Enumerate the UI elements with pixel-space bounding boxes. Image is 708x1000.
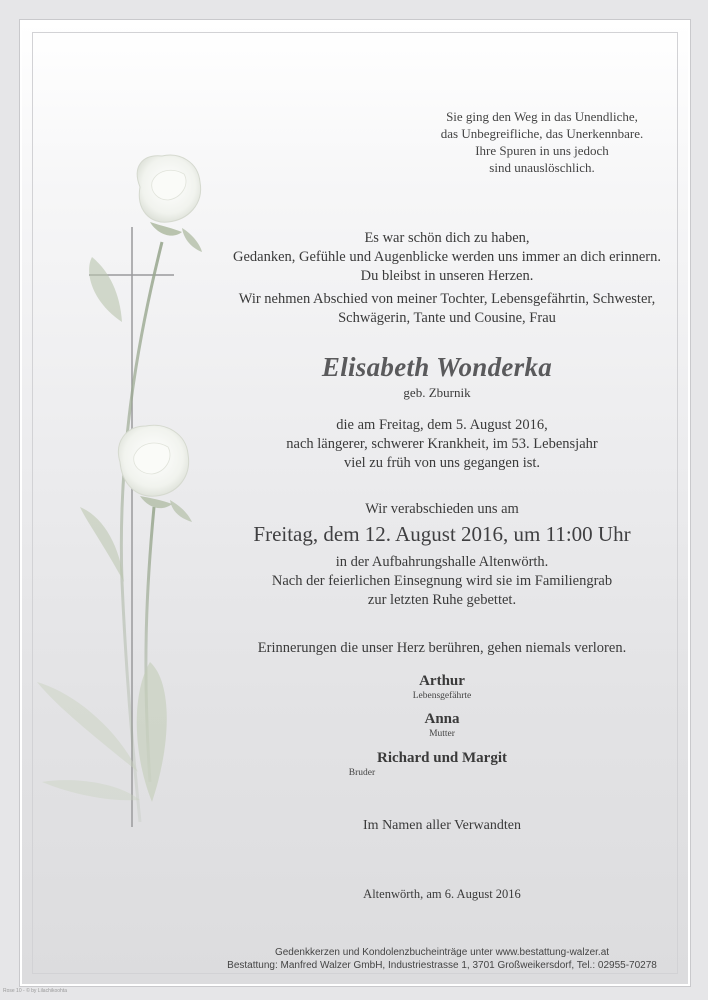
maiden-name: geb. Zburnik	[403, 385, 471, 400]
relative-name: Arthur	[419, 673, 465, 689]
intro-text	[197, 229, 690, 286]
farewell-line: Schwägerin, Tante und Cousine, Frau	[338, 310, 556, 326]
rose-top-icon	[137, 155, 202, 252]
poem-line: sind unauslöschlich.	[489, 160, 595, 175]
poem-line: Sie ging den Weg in das Unendliche,	[446, 109, 638, 124]
relative-role: Bruder	[348, 768, 376, 778]
relative-name: Richard und Margit	[376, 750, 507, 766]
footer-condolence-link: Gedenkkerzen und Kondolenzbucheinträge unter www.bestattung-walzer.at	[274, 947, 610, 958]
death-notice	[232, 416, 652, 473]
relative-role: Mutter	[429, 729, 455, 739]
death-notice-line: nach längerer, schwerer Krankheit, im 53. Lebensjahr	[286, 436, 598, 452]
intro-line: Gedanken, Gefühle und Augenblicke werden uns immer an dich erinnern.	[232, 249, 661, 265]
service-date: Freitag, dem 12. August 2016, um 11:00 Uhr	[253, 522, 631, 546]
poem-line: Ihre Spuren in uns jedoch	[475, 143, 609, 158]
obituary-card	[20, 20, 690, 986]
place-date: Altenwörth, am 6. August 2016	[363, 887, 521, 901]
service-line: Nach der feierlichen Einsegnung wird sie im Familiengrab	[271, 573, 613, 589]
poem	[402, 108, 682, 176]
death-notice-line: viel zu früh von uns gegangen ist.	[343, 455, 541, 471]
service-details	[252, 553, 632, 610]
death-notice-line: die am Freitag, dem 5. August 2016,	[336, 417, 548, 433]
service-intro: Wir verabschieden uns am	[365, 501, 519, 517]
intro-line: Es war schön dich zu haben,	[364, 230, 530, 246]
relative-role: Lebensgefährte	[412, 691, 472, 701]
footer-funeral-home: Bestattung: Manfred Walzer GmbH, Industriestrasse 1, 3701 Großweikersdorf, Tel.: 02955-70278	[227, 960, 657, 971]
relative-name: Anna	[424, 711, 460, 727]
image-credit: Rose 10 - © by Lilachikoohta	[3, 988, 67, 994]
poem-line: das Unbegreifliche, das Unerkennbare.	[440, 126, 644, 141]
service-line: zur letzten Ruhe gebettet.	[367, 592, 517, 608]
deceased-name: Elisabeth Wonderka	[321, 352, 553, 382]
rose-bottom-icon	[118, 425, 192, 522]
memorial-quote: Erinnerungen die unser Herz berühren, gehen niemals verloren.	[257, 640, 627, 656]
farewell-line: Wir nehmen Abschied von meiner Tochter, Lebensgefährtin, Schwester,	[238, 291, 656, 307]
farewell-text	[197, 290, 690, 328]
closing-signature: Im Namen aller Verwandten	[363, 818, 521, 833]
service-line: in der Aufbahrungshalle Altenwörth.	[335, 554, 549, 570]
intro-line: Du bleibst in unseren Herzen.	[360, 268, 534, 284]
